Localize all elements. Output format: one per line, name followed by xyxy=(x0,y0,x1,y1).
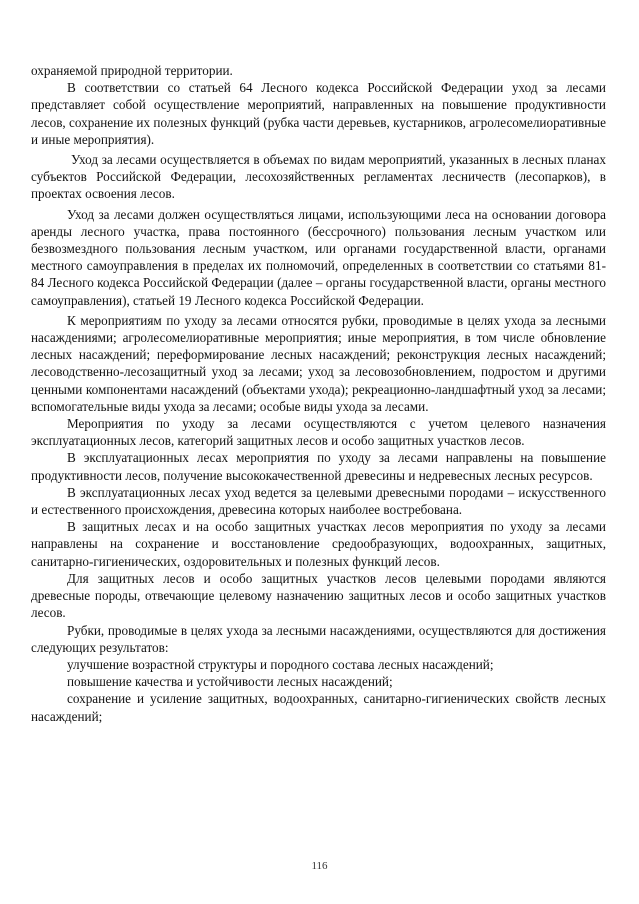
paragraph-activities-list: К мероприятиям по уходу за лесами относятся рубки, проводимые в целях ухода за лесными насаждениями; агролесомелиоративные мероприятия; иные мероприятия, в том числе обновление лесных насаждений; переформирование лесных насаждений; реконструкция лесных насаждений; лесоводственно-лесозащитный уход за лесами; уход за лесовозобновлением, подростом и другими ценными компонентами насаждений (объектами ухода); рекреационно-ландшафтный уход за лесами; вспомогательные виды ухода за лесами; особые виды ухода за лесами. xyxy=(31,312,606,414)
paragraph-protective-forests: В защитных лесах и на особо защитных участках лесов мероприятия по уходу за лесами направлены на сохранение и восстановление средообразующих, водоохранных, защитных, санитарно-гигиенических, оздоровительных и полезных функций лесов. xyxy=(31,519,606,569)
list-item-quality: повышение качества и устойчивости лесных насаждений; xyxy=(67,674,393,690)
paragraph-volumes: Уход за лесами осуществляется в объемах по видам мероприятий, указанных в лесных планах субъектов Российской Федерации, лесохозяйственных регламентах лесничеств (лесопарков), в проектах освоения лесов. xyxy=(31,152,606,202)
paragraph-cuttings-results: Рубки, проводимые в целях ухода за лесными насаждениями, осуществляются для достижения следующих результатов: xyxy=(31,622,606,655)
paragraph-responsible-parties: Уход за лесами должен осуществляться лицами, использующими леса на основании договора аренды лесного участка, права постоянного (бессрочного) пользования лесным участком или безвозмездного пользования лесным участком, или органами государственной власти, органами местного самоуправления в пределах их полномочий, определенных в соответствии со статьями 81-84 Лесного кодекса Российской Федерации (далее – органы государственной власти, органы местного самоуправления), статьей 19 Лесного кодекса Российской Федерации. xyxy=(31,206,606,308)
document-body xyxy=(31,62,606,725)
paragraph-purpose: Мероприятия по уходу за лесами осуществляются с учетом целевого назначения эксплуатационных лесов, категорий защитных лесов и особо защитных участков лесов. xyxy=(31,416,606,449)
paragraph-target-species: В эксплуатационных лесах уход ведется за целевыми древесными породами – искусственного и естественного происхождения, древесина которых наиболее востребована. xyxy=(31,484,606,518)
paragraph-protective-species: Для защитных лесов и особо защитных участков лесов целевыми породами являются древесные породы, отвечающие целевому назначению защитных лесов и особо защитных участков лесов. xyxy=(31,570,606,621)
list-item-protective-properties: сохранение и усиление защитных, водоохранных, санитарно-гигиенических свойств лесных насаждений; xyxy=(31,691,606,724)
paragraph-continuation: охраняемой природной территории. xyxy=(31,63,233,78)
paragraph-exploitation-forests: В эксплуатационных лесах мероприятия по уходу за лесами направлены на повышение продуктивности лесов, получение высококачественной древесины и недревесных лесных ресурсов. xyxy=(31,450,606,483)
page-number: 116 xyxy=(311,860,328,872)
paragraph-article-64: В соответствии со статьей 64 Лесного кодекса Российской Федерации уход за лесами представляет собой осуществление мероприятий, направленных на повышение продуктивности лесов, сохранение их полезных функций (рубка части деревьев, кустарников, агролесомелиоративные и иные мероприятия). xyxy=(31,80,606,147)
list-item-age-structure: улучшение возрастной структуры и породного состава лесных насаждений; xyxy=(67,656,494,672)
